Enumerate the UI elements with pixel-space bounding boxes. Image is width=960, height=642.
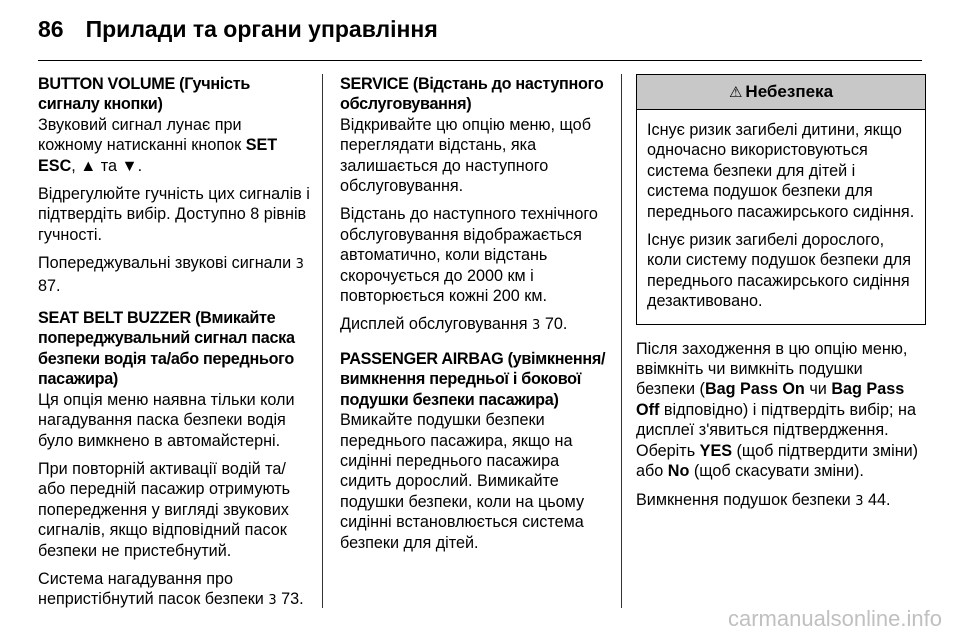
warning-body (637, 110, 925, 324)
page-ref-icon: 3 (855, 493, 864, 509)
section-heading: BUTTON VOLUME (Гучність сигналу кнопки) (38, 75, 250, 114)
paragraph: Вмикайте подушки безпеки переднього пасажира, якщо на сидінні переднього пасажира сидить дорослий. Вимикайте подушки безпеки, коли на цьому сидінні встановлюється система безпеки для дітей. (340, 411, 585, 552)
page-ref-link[interactable]: 73. (281, 590, 304, 609)
warning-title: Небезпека (745, 82, 834, 101)
header-rule (38, 60, 922, 61)
paragraph: Вимкнення подушок безпеки 3 44. (636, 490, 891, 509)
section-seat-belt-buzzer (38, 308, 310, 612)
page-ref-icon: 3 (295, 257, 304, 273)
column-1 (38, 74, 310, 624)
paragraph: Відрегулюйте гучність цих сигналів і підтвердіть вибір. Доступно 8 рівнів гучності. (38, 185, 310, 244)
column-2 (340, 74, 608, 565)
column-3 (636, 74, 926, 520)
paragraph: Відстань до наступного технічного обслуговування відображається автоматично, коли відстань скорочується до 2000 км і повторюється кожні 200 км. (340, 205, 598, 306)
paragraph: Звуковий сигнал лунає при кожному натисканні кнопок SET ESC, ▲ та ▼. (38, 115, 278, 175)
page-ref-icon: 3 (532, 318, 541, 334)
page-title: Прилади та органи управління (85, 16, 438, 42)
section-heading: SEAT BELT BUZZER (Вмикайте попереджувальний сигнал паска безпеки водія та/або переднього пасажира) (38, 309, 295, 389)
page-ref-link[interactable]: 87. (38, 276, 61, 295)
paragraph: Дисплей обслуговування 3 70. (340, 315, 568, 334)
warning-box (636, 74, 926, 325)
page-ref-link[interactable]: 70. (544, 315, 568, 334)
paragraph: Попереджувальні звукові сигнали 3 87. (38, 254, 304, 295)
page-header (38, 16, 438, 43)
warning-triangle-icon: ⚠ (728, 84, 743, 101)
section-service (340, 74, 608, 337)
paragraph: Система нагадування про непристібнутий пасок безпеки 3 73. (38, 569, 304, 609)
section-button-volume (38, 74, 310, 296)
page-ref-icon: 3 (268, 593, 277, 609)
paragraph: Після заходження в цю опцію меню, ввімкніть чи вимкніть подушки безпеки (Bag Pass On чи Bag Pass Off відповідно) і підтвердіть вибір; на дисплеї з'явиться підтвердження. Оберіть YES (щоб підтвердити зміни) або No (щоб скасувати зміни). (636, 339, 919, 481)
paragraph: Ця опція меню наявна тільки коли нагадування паска безпеки водія було вимкнено в автомайстерні. (38, 390, 295, 450)
page-number: 86 (38, 16, 64, 42)
warning-header (637, 75, 925, 110)
section-passenger-airbag (340, 349, 608, 553)
section-heading: PASSENGER AIRBAG (увімкнення/вимкнення передньої і бокової подушки безпеки пасажира) (340, 349, 606, 409)
paragraph: Існує ризик загибелі дитини, якщо одночасно використовуються система безпеки для дітей і система подушок безпеки для переднього пасажирського сидіння. (647, 121, 915, 221)
page-ref-link[interactable]: 44. (868, 490, 891, 509)
column-divider (322, 74, 323, 608)
watermark: carmanualsonline.info (727, 606, 942, 631)
paragraph: Існує ризик загибелі дорослого, коли систему подушок безпеки для переднього пасажирського сидіння дезактивовано. (647, 231, 911, 311)
paragraph: Відкривайте цю опцію меню, щоб переглядати відстань, яка залишається до наступного обслуговування. (340, 115, 591, 196)
section-heading: SERVICE (Відстань до наступного обслуговування) (340, 75, 604, 114)
column-divider (621, 74, 622, 608)
paragraph: При повторній активації водій та/або передній пасажир отримують попередження у вигляді звукових сигналів, якщо відповідний пасок безпеки не пристебнутий. (38, 459, 291, 560)
